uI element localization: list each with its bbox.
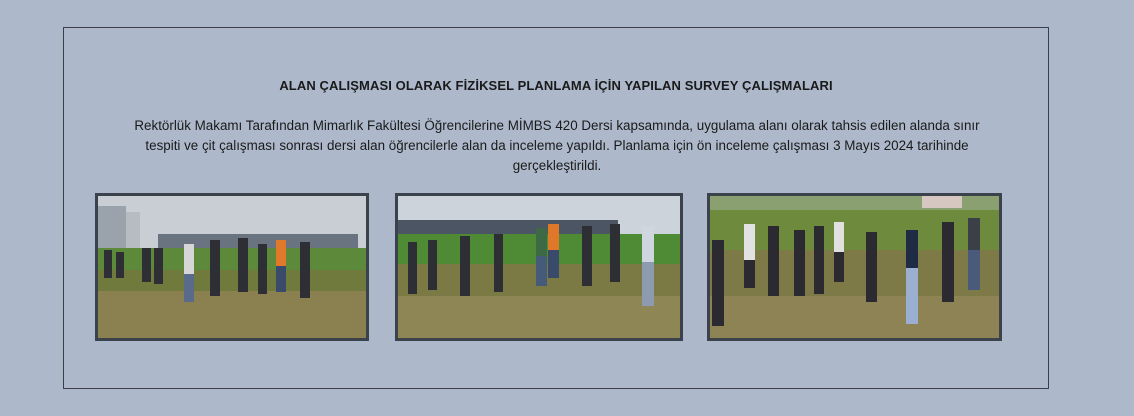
survey-photo-3 <box>707 193 1002 341</box>
description-line-3: gerçekleştirildi. <box>512 158 602 173</box>
survey-photo-2 <box>395 193 683 341</box>
section-description <box>94 116 1020 176</box>
section-title: ALAN ÇALIŞMASI OLARAK FİZİKSEL PLANLAMA İÇİN YAPILAN SURVEY ÇALIŞMALARI <box>279 78 833 93</box>
content-frame <box>63 27 1049 389</box>
survey-photo-3-image <box>710 196 999 338</box>
description-line-1: Rektörlük Makamı Tarafından Mimarlık Fakültesi Öğrencilerine MİMBS 420 Dersi kapsamında, uygulama alanı olarak tahsis edilen alanda sınır <box>134 118 980 133</box>
survey-photo-1-image <box>98 196 366 338</box>
survey-photo-2-image <box>398 196 680 338</box>
description-line-2: tespiti ve çit çalışması sonrası dersi alan öğrencilerle alan da inceleme yapıldı. Planlama için ön inceleme çalışması 3 Mayıs 2024 tarihinde <box>145 138 969 153</box>
survey-photo-1 <box>95 193 369 341</box>
